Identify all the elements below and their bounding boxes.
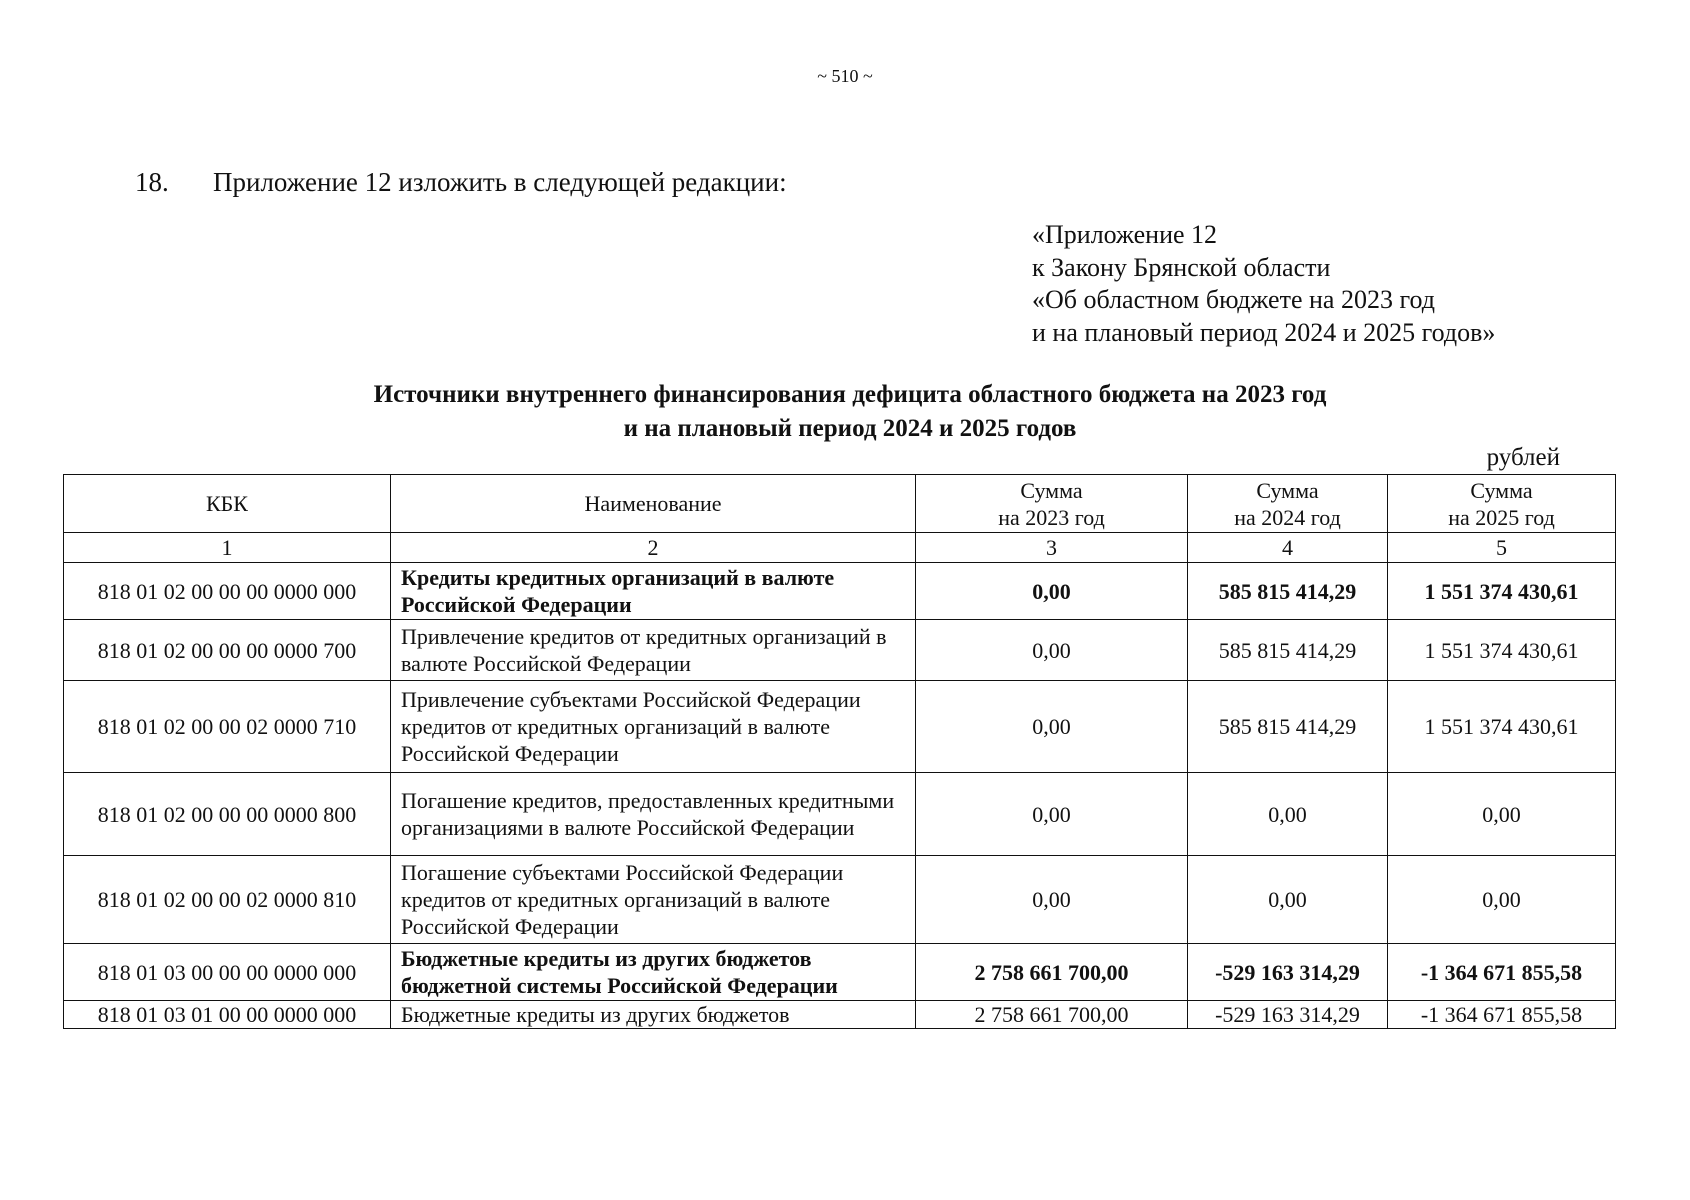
header-kbk: КБК — [64, 475, 391, 533]
appendix-ref-line: и на плановый период 2024 и 2025 годов» — [1032, 317, 1496, 347]
sum-2025-cell: 0,00 — [1388, 773, 1616, 856]
sum-2025-cell: -1 364 671 855,58 — [1388, 1001, 1616, 1029]
name-cell: Погашение субъектами Российской Федерации кредитов от кредитных организаций в валюте Российской Федерации — [391, 856, 916, 944]
appendix-reference — [1032, 219, 1495, 349]
appendix-ref-line: «Об областном бюджете на 2023 год — [1032, 285, 1435, 314]
header-name: Наименование — [391, 475, 916, 533]
sum-2024-cell: -529 163 314,29 — [1188, 1001, 1388, 1029]
sum-2024-cell: -529 163 314,29 — [1188, 944, 1388, 1001]
header-sum-2025 — [1388, 475, 1616, 533]
sum-2025-cell: 0,00 — [1388, 856, 1616, 944]
kbk-cell: 818 01 02 00 00 00 0000 800 — [64, 773, 391, 856]
item-number: 18. — [135, 167, 169, 197]
table-row — [64, 773, 1616, 856]
appendix-ref-line: «Приложение 12 — [1032, 220, 1218, 249]
sum-2024-cell: 0,00 — [1188, 856, 1388, 944]
header-sum-2023-line1: Сумма — [1020, 477, 1083, 503]
header-sum-2025-line2: на 2025 год — [1448, 504, 1555, 530]
sum-2023-cell: 0,00 — [916, 856, 1188, 944]
table-row — [64, 856, 1616, 944]
financing-sources-table — [63, 474, 1616, 1029]
kbk-cell: 818 01 03 00 00 00 0000 000 — [64, 944, 391, 1001]
sum-2023-cell: 0,00 — [916, 681, 1188, 773]
kbk-cell: 818 01 02 00 00 02 0000 710 — [64, 681, 391, 773]
sum-2025-cell: 1 551 374 430,61 — [1388, 681, 1616, 773]
kbk-cell: 818 01 02 00 00 00 0000 700 — [64, 620, 391, 681]
amendment-item — [135, 167, 787, 198]
table-row — [64, 1001, 1616, 1029]
sum-2023-cell: 0,00 — [916, 563, 1188, 620]
kbk-cell: 818 01 02 00 00 02 0000 810 — [64, 856, 391, 944]
name-cell: Бюджетные кредиты из других бюджетов бюджетной системы Российской Федерации — [391, 944, 916, 1001]
header-sum-2023-line2: на 2023 год — [998, 504, 1105, 530]
name-cell: Привлечение кредитов от кредитных организаций в валюте Российской Федерации — [391, 620, 916, 681]
name-cell: Погашение кредитов, предоставленных кредитными организациями в валюте Российской Федерации — [391, 773, 916, 856]
item-text: Приложение 12 изложить в следующей редакции: — [213, 167, 787, 197]
column-number: 4 — [1188, 533, 1388, 563]
sum-2024-cell: 0,00 — [1188, 773, 1388, 856]
table-row — [64, 681, 1616, 773]
document-title — [0, 378, 1690, 446]
title-line: и на плановый период 2024 и 2025 годов — [623, 415, 1077, 442]
name-cell: Привлечение субъектами Российской Федерации кредитов от кредитных организаций в валюте Российской Федерации — [391, 681, 916, 773]
column-number: 1 — [64, 533, 391, 563]
header-sum-2024-line1: Сумма — [1256, 477, 1319, 503]
title-line: Источники внутреннего финансирования дефицита областного бюджета на 2023 год — [373, 381, 1327, 408]
header-sum-2024 — [1188, 475, 1388, 533]
table-row — [64, 620, 1616, 681]
column-number: 3 — [916, 533, 1188, 563]
sum-2025-cell: 1 551 374 430,61 — [1388, 620, 1616, 681]
sum-2025-cell: 1 551 374 430,61 — [1388, 563, 1616, 620]
sum-2025-cell: -1 364 671 855,58 — [1388, 944, 1616, 1001]
header-sum-2023 — [916, 475, 1188, 533]
column-number: 5 — [1388, 533, 1616, 563]
kbk-cell: 818 01 03 01 00 00 0000 000 — [64, 1001, 391, 1029]
kbk-cell: 818 01 02 00 00 00 0000 000 — [64, 563, 391, 620]
sum-2023-cell: 2 758 661 700,00 — [916, 944, 1188, 1001]
sum-2024-cell: 585 815 414,29 — [1188, 681, 1388, 773]
column-number-row — [64, 533, 1616, 563]
header-sum-2025-line1: Сумма — [1470, 477, 1533, 503]
table-header-row — [64, 475, 1616, 533]
sum-2024-cell: 585 815 414,29 — [1188, 563, 1388, 620]
page-number: ~ 510 ~ — [817, 66, 873, 86]
table-row — [64, 944, 1616, 1001]
sum-2023-cell: 0,00 — [916, 773, 1188, 856]
sum-2023-cell: 2 758 661 700,00 — [916, 1001, 1188, 1029]
sum-2023-cell: 0,00 — [916, 620, 1188, 681]
unit-label: рублей — [1486, 444, 1560, 471]
table-row — [64, 563, 1616, 620]
name-cell: Кредиты кредитных организаций в валюте Российской Федерации — [391, 563, 916, 620]
column-number: 2 — [391, 533, 916, 563]
appendix-ref-line: к Закону Брянской области — [1032, 252, 1331, 282]
sum-2024-cell: 585 815 414,29 — [1188, 620, 1388, 681]
header-sum-2024-line2: на 2024 год — [1234, 504, 1341, 530]
name-cell: Бюджетные кредиты из других бюджетов — [391, 1001, 916, 1029]
